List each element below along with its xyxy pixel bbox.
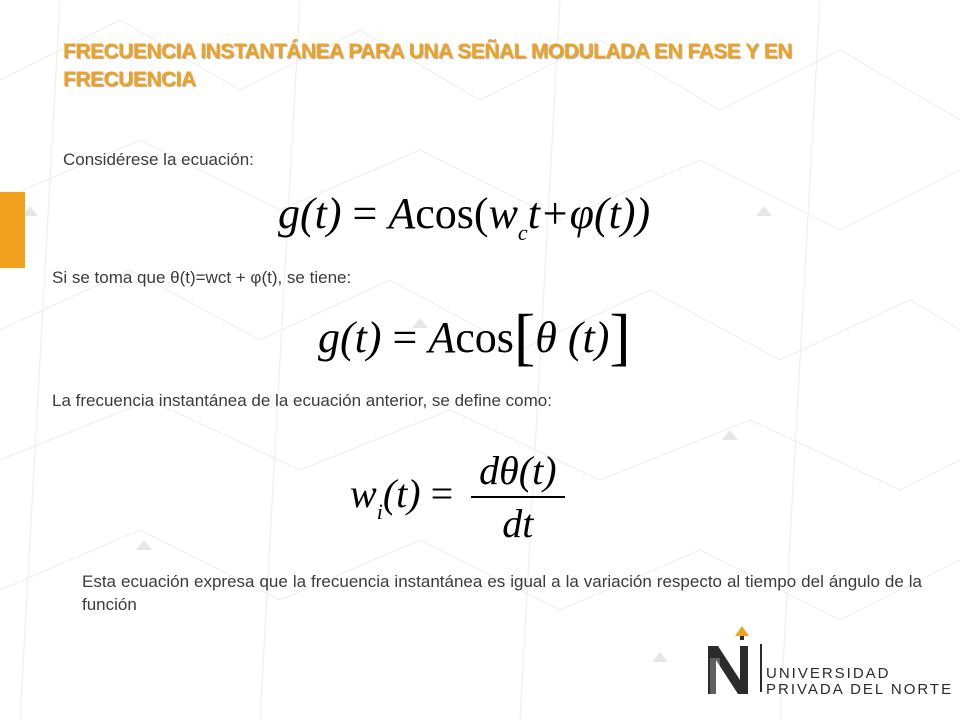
equation-instantaneous-frequency	[350, 446, 565, 550]
university-name-line2: PRIVADA DEL NORTE	[766, 681, 954, 698]
conclusion-text: Esta ecuación expresa que la frecuencia instantánea es igual a la variación respecto al tiempo del ángulo de la función	[82, 572, 922, 614]
university-name	[766, 666, 953, 698]
eq2-amplitude: A	[428, 313, 456, 362]
eq1-cos: cos	[415, 189, 474, 238]
eq2-lhs: g(t)	[318, 313, 382, 362]
definition-text: La frecuencia instantánea de la ecuación anterior, se define como:	[52, 391, 552, 410]
eq3-w: w	[350, 471, 377, 517]
equation-phase-modulated-signal	[278, 188, 650, 246]
eq2-equals: =	[381, 313, 429, 362]
eq3-argument: (t)	[382, 471, 421, 517]
eq1-equals: =	[341, 189, 389, 238]
eq1-amplitude: A	[388, 189, 416, 238]
university-name-line1: UNIVERSIDAD	[766, 665, 891, 682]
eq2-right-bracket: ]	[609, 301, 631, 372]
eq1-rest: t+φ(t))	[527, 189, 651, 238]
eq1-subscript: c	[517, 220, 528, 245]
eq1-w: w	[488, 189, 518, 238]
slide-title: FRECUENCIA INSTANTÁNEA PARA UNA SEÑAL MODULADA EN FASE Y EN FRECUENCIA	[63, 40, 792, 91]
eq2-left-bracket: [	[513, 301, 536, 372]
equation-theta-form	[318, 301, 631, 372]
eq2-cos: cos	[455, 313, 514, 362]
eq1-open-paren: (	[473, 189, 489, 238]
eq3-denominator: dt	[502, 501, 534, 546]
eq1-lhs: g(t)	[278, 189, 342, 238]
eq3-fraction	[471, 446, 564, 550]
eq3-subscript: i	[376, 499, 383, 525]
substitution-text: Si se toma que θ(t)=wct + φ(t), se tiene:	[52, 268, 352, 287]
intro-text: Considérese la ecuación:	[63, 150, 254, 169]
eq2-argument: θ (t)	[535, 313, 610, 362]
eq3-equals: =	[420, 471, 464, 517]
accent-bar	[0, 192, 25, 268]
eq3-numerator: dθ(t)	[471, 446, 564, 498]
